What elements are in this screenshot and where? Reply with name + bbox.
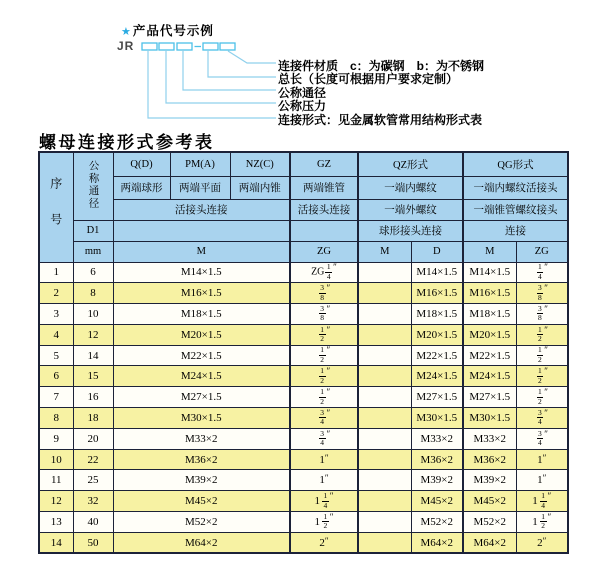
diagram-label-length: 总长（长度可根据用户要求定制） — [278, 72, 459, 86]
table-row — [39, 366, 568, 387]
code-box — [203, 43, 218, 50]
table-row — [39, 345, 568, 366]
connector-line — [183, 50, 276, 90]
cell-qz-d: M30×1.5 — [411, 408, 463, 429]
inch-mark: ″ — [544, 324, 548, 335]
diagram-heading-text: 产品代号示例 — [132, 24, 214, 38]
inch-mark: ″ — [324, 535, 329, 546]
cell-dn-mm: 40 — [73, 512, 113, 533]
inch-mark: ″ — [326, 428, 331, 439]
cell-qz-d: M14×1.5 — [411, 262, 463, 283]
inch-mark: ″ — [326, 345, 331, 356]
cell-qz-d: M36×2 — [411, 449, 463, 470]
fraction-whole: 1 — [314, 495, 320, 508]
cell-gz-zg — [290, 283, 358, 304]
inch-mark: ″ — [542, 535, 547, 546]
connector-line — [228, 51, 276, 63]
cell-qg-zg — [516, 387, 568, 408]
table-row — [39, 449, 568, 470]
cell-qz-d: M27×1.5 — [411, 387, 463, 408]
diagram-label-material: 连接件材质 c：为碳钢 b：为不锈钢 — [278, 59, 485, 73]
cell-seq: 14 — [39, 532, 73, 553]
cell-qz-m — [358, 428, 411, 449]
fraction: $\frac{3}{8}$ — [320, 303, 324, 323]
header-qg-conn2: 连接 — [463, 220, 568, 241]
cell-qg-m: M22×1.5 — [463, 345, 516, 366]
fraction: $\frac{3}{8}$ — [538, 303, 542, 323]
cell-qg-m: M33×2 — [463, 428, 516, 449]
cell-qg-zg — [516, 366, 568, 387]
cell-qz-d: M33×2 — [411, 428, 463, 449]
inch-mark: ″ — [326, 283, 331, 294]
inch-mark: ″ — [544, 428, 548, 439]
header-row-connection — [39, 199, 568, 220]
cell-m-thread: M24×1.5 — [113, 366, 290, 387]
header-qz-ball-conn: 球形接头连接 — [358, 220, 463, 241]
inch-mark: ″ — [333, 262, 337, 273]
col-header-qz: QZ形式 — [358, 152, 463, 176]
table-header — [39, 152, 568, 262]
fraction: $\frac{1}{4}$ — [538, 262, 542, 281]
fraction: $\frac{3}{4}$ — [320, 407, 324, 427]
table-row — [39, 470, 568, 491]
cell-qz-m — [358, 387, 411, 408]
inch-mark: ″ — [329, 491, 334, 502]
star-icon: ★ — [121, 26, 131, 38]
cell-gz-zg — [290, 366, 358, 387]
cell-dn-mm: 10 — [73, 304, 113, 325]
table-row — [39, 428, 568, 449]
cell-gz-zg: 2″ — [290, 532, 358, 553]
cell-gz-zg — [290, 304, 358, 325]
header-qg-unit-zg: ZG — [516, 241, 568, 262]
cell-qz-d: M24×1.5 — [411, 366, 463, 387]
cell-dn-mm: 6 — [73, 262, 113, 283]
cell-dn-mm: 16 — [73, 387, 113, 408]
cell-qg-m: M64×2 — [463, 532, 516, 553]
header-unit-zg: ZG — [290, 241, 358, 262]
cell-dn-mm: 22 — [73, 449, 113, 470]
header-qpmnz-conn: 活接头连接 — [113, 199, 290, 220]
diagram-label-pressure: 公称压力 — [278, 99, 327, 113]
cell-seq: 6 — [39, 366, 73, 387]
fraction: $\frac{1}{2}$ — [320, 366, 324, 385]
inch-mark: ″ — [547, 511, 552, 522]
cell-dn-mm: 50 — [73, 532, 113, 553]
header-qz-unit-m: M — [358, 241, 411, 262]
table-body — [39, 262, 568, 553]
inch-mark: ″ — [544, 262, 548, 273]
inch-mark: ″ — [544, 366, 548, 377]
fraction: $\frac{1}{4}$ — [541, 491, 545, 510]
fraction: $\frac{1}{2}$ — [538, 366, 542, 385]
cell-qz-m — [358, 449, 411, 470]
header-empty-qpmnz — [113, 220, 290, 241]
fraction: $\frac{1}{2}$ — [541, 511, 545, 531]
cell-gz-zg: 1″ — [290, 449, 358, 470]
fraction: $\frac{1}{2}$ — [538, 345, 542, 365]
header-q-ends: 两端球形 — [113, 176, 170, 199]
code-box — [220, 43, 235, 50]
inch-mark: ″ — [329, 511, 334, 522]
cell-qg-m: M18×1.5 — [463, 304, 516, 325]
cell-m-thread: M45×2 — [113, 491, 290, 512]
thread-prefix: ZG — [311, 266, 325, 278]
cell-qg-zg — [516, 408, 568, 429]
cell-qg-zg: 1″ — [516, 449, 568, 470]
table-row — [39, 387, 568, 408]
fraction: $\frac{1}{2}$ — [538, 387, 542, 406]
code-box — [159, 43, 174, 50]
cell-m-thread: M64×2 — [113, 532, 290, 553]
inch-mark: ″ — [324, 473, 329, 484]
fraction: $\frac{1}{2}$ — [320, 324, 324, 344]
fraction: $\frac{3}{4}$ — [538, 407, 542, 427]
cell-dn-mm: 25 — [73, 470, 113, 491]
cell-seq: 12 — [39, 491, 73, 512]
cell-qg-zg — [516, 428, 568, 449]
inch-mark: ″ — [544, 387, 548, 398]
table-row — [39, 491, 568, 512]
cell-qz-m — [358, 283, 411, 304]
table-title: 螺母连接形式参考表 — [39, 133, 215, 152]
header-qz-conn: 一端外螺纹 — [358, 199, 463, 220]
cell-m-thread: M30×1.5 — [113, 408, 290, 429]
cell-qg-zg — [516, 512, 568, 533]
cell-qz-m — [358, 470, 411, 491]
table-row — [39, 512, 568, 533]
cell-qg-m: M30×1.5 — [463, 408, 516, 429]
cell-qz-d: M20×1.5 — [411, 324, 463, 345]
header-gz-ends: 两端锥管 — [290, 176, 358, 199]
fraction-whole: 1 — [532, 495, 538, 508]
header-row-ends — [39, 176, 568, 199]
table-row — [39, 283, 568, 304]
inch-mark: ″ — [544, 283, 548, 294]
col-header-nz: NZ(C) — [230, 152, 290, 176]
header-mm: mm — [73, 241, 113, 262]
cell-qz-d: M18×1.5 — [411, 304, 463, 325]
header-qg-ends: 一端内螺纹活接头 — [463, 176, 568, 199]
cell-qz-d: M16×1.5 — [411, 283, 463, 304]
cell-seq: 7 — [39, 387, 73, 408]
fraction: $\frac{3}{4}$ — [320, 428, 324, 448]
fraction: $\frac{1}{2}$ — [320, 387, 324, 406]
cell-qz-m — [358, 304, 411, 325]
col-header-seq: 序号 — [39, 152, 73, 262]
cell-qg-m: M52×2 — [463, 512, 516, 533]
inch-mark: ″ — [542, 473, 547, 484]
inch-mark: ″ — [326, 366, 331, 377]
table-row — [39, 532, 568, 553]
inch-mark: ″ — [326, 407, 331, 418]
fraction: $\frac{3}{8}$ — [538, 283, 542, 302]
code-box — [177, 43, 192, 50]
fraction-whole: 1 — [532, 515, 538, 528]
product-code-prefix: JR — [117, 39, 135, 53]
cell-qg-m: M36×2 — [463, 449, 516, 470]
header-d1: D1 — [73, 220, 113, 241]
cell-qg-m: M20×1.5 — [463, 324, 516, 345]
cell-qg-m: M45×2 — [463, 491, 516, 512]
cell-qz-m — [358, 408, 411, 429]
inch-mark: ″ — [326, 303, 331, 314]
col-header-dn: 公称通径 — [73, 152, 113, 220]
table-row — [39, 408, 568, 429]
cell-gz-zg — [290, 491, 358, 512]
fraction: $\frac{1}{4}$ — [326, 262, 331, 281]
cell-qg-m: M24×1.5 — [463, 366, 516, 387]
cell-qz-d: M45×2 — [411, 491, 463, 512]
cell-qg-zg — [516, 491, 568, 512]
cell-m-thread: M52×2 — [113, 512, 290, 533]
cell-seq: 8 — [39, 408, 73, 429]
col-header-gz: GZ — [290, 152, 358, 176]
cell-qg-m: M16×1.5 — [463, 283, 516, 304]
fraction: $\frac{1}{2}$ — [320, 345, 324, 365]
header-row-d1 — [39, 220, 568, 241]
table-row — [39, 324, 568, 345]
col-header-q: Q(D) — [113, 152, 170, 176]
cell-dn-mm: 15 — [73, 366, 113, 387]
cell-qz-m — [358, 491, 411, 512]
header-qg-conn: 一端锥管螺纹接头 — [463, 199, 568, 220]
header-unit-m: M — [113, 241, 290, 262]
cell-qz-m — [358, 262, 411, 283]
cell-m-thread: M22×1.5 — [113, 345, 290, 366]
cell-qz-m — [358, 324, 411, 345]
fraction: $\frac{3}{8}$ — [320, 283, 324, 302]
cell-seq: 13 — [39, 512, 73, 533]
cell-m-thread: M16×1.5 — [113, 283, 290, 304]
header-nz-ends: 两端内锥 — [230, 176, 290, 199]
cell-seq: 10 — [39, 449, 73, 470]
inch-mark: ″ — [544, 345, 548, 356]
cell-qg-zg: 2″ — [516, 532, 568, 553]
cell-dn-mm: 8 — [73, 283, 113, 304]
header-qz-unit-d: D — [411, 241, 463, 262]
connector-line — [148, 50, 276, 118]
inch-mark: ″ — [544, 407, 548, 418]
cell-seq: 2 — [39, 283, 73, 304]
table-row — [39, 262, 568, 283]
fraction-whole: 1 — [314, 515, 320, 528]
header-row-units — [39, 241, 568, 262]
fraction: $\frac{3}{4}$ — [538, 428, 542, 448]
fraction: $\frac{1}{4}$ — [323, 491, 328, 510]
cell-qz-m — [358, 366, 411, 387]
cell-qz-d: M64×2 — [411, 532, 463, 553]
cell-qg-m: M27×1.5 — [463, 387, 516, 408]
header-qz-ends: 一端内螺纹 — [358, 176, 463, 199]
header-row-codes — [39, 152, 568, 176]
inch-mark: ″ — [544, 303, 548, 314]
cell-qz-d: M22×1.5 — [411, 345, 463, 366]
cell-m-thread: M27×1.5 — [113, 387, 290, 408]
cell-qz-d: M39×2 — [411, 470, 463, 491]
cell-seq: 4 — [39, 324, 73, 345]
cell-qg-zg — [516, 324, 568, 345]
cell-seq: 5 — [39, 345, 73, 366]
cell-dn-mm: 20 — [73, 428, 113, 449]
cell-gz-zg — [290, 324, 358, 345]
inch-mark: ″ — [326, 387, 331, 398]
cell-dn-mm: 14 — [73, 345, 113, 366]
cell-qz-m — [358, 532, 411, 553]
cell-gz-zg — [290, 428, 358, 449]
cell-qz-m — [358, 345, 411, 366]
cell-qg-zg — [516, 304, 568, 325]
cell-seq: 3 — [39, 304, 73, 325]
cell-gz-zg — [290, 408, 358, 429]
nut-connection-reference-table — [38, 151, 569, 554]
cell-qg-zg — [516, 262, 568, 283]
cell-qz-m — [358, 512, 411, 533]
header-empty-gz — [290, 220, 358, 241]
cell-m-thread: M33×2 — [113, 428, 290, 449]
cell-dn-mm: 18 — [73, 408, 113, 429]
cell-qg-zg: 1″ — [516, 470, 568, 491]
table-row — [39, 304, 568, 325]
inch-mark: ″ — [324, 452, 329, 463]
header-pm-ends: 两端平面 — [170, 176, 230, 199]
inch-mark: ″ — [542, 452, 547, 463]
cell-gz-zg — [290, 262, 358, 283]
cell-seq: 11 — [39, 470, 73, 491]
cell-m-thread: M14×1.5 — [113, 262, 290, 283]
diagram-label-connection: 连接形式：见金属软管常用结构形式表 — [278, 113, 483, 127]
cell-m-thread: M20×1.5 — [113, 324, 290, 345]
code-box — [142, 43, 157, 50]
cell-seq: 1 — [39, 262, 73, 283]
diagram-label-diameter: 公称通径 — [278, 86, 327, 100]
fraction: $\frac{1}{2}$ — [538, 324, 542, 344]
cell-gz-zg — [290, 345, 358, 366]
inch-mark: ″ — [547, 491, 552, 502]
cell-dn-mm: 32 — [73, 491, 113, 512]
cell-m-thread: M39×2 — [113, 470, 290, 491]
cell-dn-mm: 12 — [73, 324, 113, 345]
header-qg-unit-m: M — [463, 241, 516, 262]
cell-seq: 9 — [39, 428, 73, 449]
inch-mark: ″ — [326, 324, 331, 335]
cell-qg-m: M39×2 — [463, 470, 516, 491]
cell-gz-zg — [290, 387, 358, 408]
cell-qz-d: M52×2 — [411, 512, 463, 533]
cell-qg-zg — [516, 345, 568, 366]
cell-gz-zg: 1″ — [290, 470, 358, 491]
cell-m-thread: M36×2 — [113, 449, 290, 470]
cell-qg-zg — [516, 283, 568, 304]
fraction: $\frac{1}{2}$ — [323, 511, 328, 531]
col-header-qg: QG形式 — [463, 152, 568, 176]
header-gz-conn: 活接头连接 — [290, 199, 358, 220]
cell-qg-m: M14×1.5 — [463, 262, 516, 283]
col-header-pm: PM(A) — [170, 152, 230, 176]
cell-m-thread: M18×1.5 — [113, 304, 290, 325]
cell-gz-zg — [290, 512, 358, 533]
